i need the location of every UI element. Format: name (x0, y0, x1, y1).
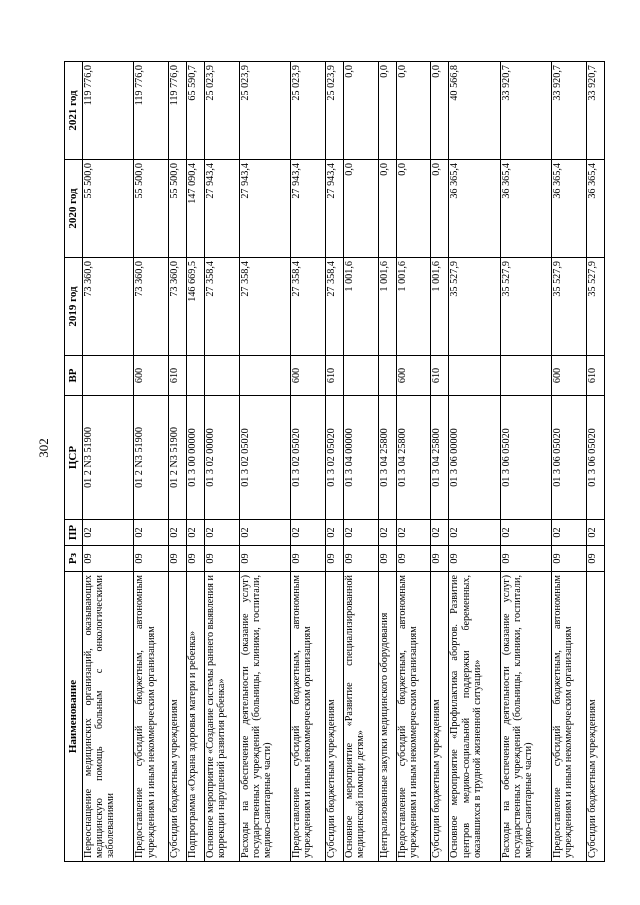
cell-rz: 09 (449, 546, 500, 572)
cell-y2019: 1 001,6 (431, 258, 449, 356)
header-rz: Рз (65, 546, 83, 572)
cell-pr: 02 (449, 520, 500, 546)
cell-pr: 02 (431, 520, 449, 546)
cell-y2020: 55 500,0 (83, 160, 134, 258)
table-row (449, 62, 500, 862)
cell-csr: 01 2 N3 51900 (168, 396, 186, 520)
cell-y2020: 0,0 (378, 160, 396, 258)
budget-table (64, 61, 605, 862)
cell-rz: 09 (239, 546, 290, 572)
cell-rz: 09 (83, 546, 134, 572)
cell-csr: 01 2 N3 51900 (134, 396, 169, 520)
cell-y2021: 0,0 (431, 62, 449, 160)
cell-y2020: 55 500,0 (134, 160, 169, 258)
cell-csr: 01 3 06 05020 (500, 396, 551, 520)
cell-y2019: 27 358,4 (205, 258, 240, 356)
cell-y2021: 0,0 (396, 62, 431, 160)
cell-y2020: 147 090,4 (187, 160, 205, 258)
cell-vr (449, 356, 500, 396)
cell-name: Основное мероприятие «Создание системы раннего выявления и коррекции нарушений развития ребенка» (205, 572, 240, 862)
cell-y2021: 40 566,8 (449, 62, 500, 160)
cell-y2021: 33 920,7 (500, 62, 551, 160)
cell-y2021: 119 776,0 (83, 62, 134, 160)
cell-y2019: 146 669,5 (187, 258, 205, 356)
header-2021: 2021 год (65, 62, 83, 160)
cell-vr (205, 356, 240, 396)
cell-y2019: 73 360,0 (83, 258, 134, 356)
header-name: Наименование (65, 572, 83, 862)
cell-rz: 09 (187, 546, 205, 572)
cell-pr: 02 (83, 520, 134, 546)
cell-name: Субсидии бюджетным учреждениям (431, 572, 449, 862)
cell-pr: 02 (239, 520, 290, 546)
cell-pr: 02 (325, 520, 343, 546)
cell-pr: 02 (552, 520, 587, 546)
table-row (239, 62, 290, 862)
cell-csr: 01 3 06 05020 (586, 396, 604, 520)
table-row (552, 62, 587, 862)
header-2019: 2019 год (65, 258, 83, 356)
table-row (83, 62, 134, 862)
header-2020: 2020 год (65, 160, 83, 258)
cell-y2021: 25 023,9 (205, 62, 240, 160)
cell-name: Расходы на обеспечение деятельности (оказание услуг) государственных учреждений (больницы, клиники, госпитали, медико-санитарные части) (500, 572, 551, 862)
cell-vr: 610 (586, 356, 604, 396)
cell-pr: 02 (168, 520, 186, 546)
cell-y2020: 27 943,4 (239, 160, 290, 258)
cell-rz: 09 (378, 546, 396, 572)
cell-csr: 01 3 04 25800 (396, 396, 431, 520)
cell-csr: 01 3 02 05020 (325, 396, 343, 520)
table-row (343, 62, 378, 862)
cell-csr: 01 3 04 25800 (378, 396, 396, 520)
cell-csr: 01 3 00 00000 (187, 396, 205, 520)
header-vr: ВР (65, 356, 83, 396)
cell-csr: 01 3 04 25800 (431, 396, 449, 520)
cell-y2021: 0,0 (378, 62, 396, 160)
cell-name: Централизованные закупки медицинского оборудования (378, 572, 396, 862)
cell-vr (239, 356, 290, 396)
cell-y2020: 0,0 (431, 160, 449, 258)
cell-name: Предоставление субсидий бюджетным, автономным учреждениям и иным некоммерческим организациям (134, 572, 169, 862)
cell-y2019: 1 001,6 (396, 258, 431, 356)
cell-y2020: 27 943,4 (205, 160, 240, 258)
cell-name: Субсидии бюджетным учреждениям (325, 572, 343, 862)
cell-vr: 600 (291, 356, 326, 396)
cell-name: Расходы на обеспечение деятельности (оказание услуг) государственных учреждений (больницы, клиники, госпитали, медико-санитарные части) (239, 572, 290, 862)
table-row (396, 62, 431, 862)
cell-y2021: 25 023,9 (291, 62, 326, 160)
cell-csr: 01 3 04 00000 (343, 396, 378, 520)
table-row (500, 62, 551, 862)
cell-csr: 01 3 02 00000 (205, 396, 240, 520)
table-row (378, 62, 396, 862)
cell-rz: 09 (552, 546, 587, 572)
cell-vr (83, 356, 134, 396)
cell-y2020: 27 943,4 (325, 160, 343, 258)
cell-pr: 02 (187, 520, 205, 546)
cell-pr: 02 (134, 520, 169, 546)
cell-name: Предоставление субсидий бюджетным, автономным учреждениям и иным некоммерческим организациям (552, 572, 587, 862)
cell-y2020: 36 365,4 (552, 160, 587, 258)
cell-y2021: 119 776,0 (134, 62, 169, 160)
cell-pr: 02 (205, 520, 240, 546)
cell-y2020: 0,0 (343, 160, 378, 258)
cell-name: Субсидии бюджетным учреждениям (168, 572, 186, 862)
cell-pr: 02 (500, 520, 551, 546)
cell-y2019: 1 001,6 (343, 258, 378, 356)
table-body (83, 62, 605, 862)
cell-vr (187, 356, 205, 396)
table-row (168, 62, 186, 862)
cell-pr: 02 (291, 520, 326, 546)
table-row (325, 62, 343, 862)
cell-y2019: 1 001,6 (378, 258, 396, 356)
cell-y2019: 35 527,9 (586, 258, 604, 356)
cell-vr: 600 (134, 356, 169, 396)
cell-vr (500, 356, 551, 396)
cell-y2019: 27 358,4 (291, 258, 326, 356)
cell-csr: 01 3 06 05020 (552, 396, 587, 520)
cell-y2019: 35 527,9 (552, 258, 587, 356)
cell-vr: 610 (168, 356, 186, 396)
table-row (187, 62, 205, 862)
cell-y2021: 25 023,9 (239, 62, 290, 160)
cell-vr (378, 356, 396, 396)
cell-rz: 09 (134, 546, 169, 572)
cell-name: Переоснащение медицинских организаций, оказывающих медицинскую помощь больным с онкологическими заболеваниями (83, 572, 134, 862)
cell-pr: 02 (586, 520, 604, 546)
cell-csr: 01 3 02 05020 (239, 396, 290, 520)
cell-rz: 09 (343, 546, 378, 572)
cell-y2019: 73 360,0 (168, 258, 186, 356)
header-pr: ПР (65, 520, 83, 546)
cell-rz: 09 (431, 546, 449, 572)
cell-csr: 01 3 02 05020 (291, 396, 326, 520)
cell-name: Субсидии бюджетным учреждениям (586, 572, 604, 862)
cell-y2020: 27 943,4 (291, 160, 326, 258)
table-row (291, 62, 326, 862)
cell-vr: 610 (431, 356, 449, 396)
cell-vr: 610 (325, 356, 343, 396)
cell-name: Подпрограмма «Охрана здоровья матери и ребенка» (187, 572, 205, 862)
page-number: 302 (36, 438, 51, 458)
cell-y2019: 27 358,4 (239, 258, 290, 356)
cell-y2020: 36 365,4 (449, 160, 500, 258)
cell-y2020: 36 365,4 (586, 160, 604, 258)
cell-y2020: 0,0 (396, 160, 431, 258)
cell-name: Основное мероприятие «Профилактика абортов. Развитие центров медико-социальной поддержки беременных, оказавшихся в трудной жизненной ситуации» (449, 572, 500, 862)
cell-rz: 09 (500, 546, 551, 572)
cell-csr: 01 2 N3 51900 (83, 396, 134, 520)
cell-y2021: 25 023,9 (325, 62, 343, 160)
cell-y2020: 36 365,4 (500, 160, 551, 258)
table-row (431, 62, 449, 862)
cell-vr (343, 356, 378, 396)
cell-pr: 02 (378, 520, 396, 546)
table-header-row (65, 62, 83, 862)
table-row (586, 62, 604, 862)
cell-y2021: 33 920,7 (586, 62, 604, 160)
cell-y2019: 35 527,9 (449, 258, 500, 356)
cell-rz: 09 (325, 546, 343, 572)
cell-y2021: 33 920,7 (552, 62, 587, 160)
cell-vr: 600 (396, 356, 431, 396)
rotated-page-content (64, 62, 605, 862)
cell-rz: 09 (396, 546, 431, 572)
cell-rz: 09 (168, 546, 186, 572)
cell-pr: 02 (343, 520, 378, 546)
cell-y2021: 119 776,0 (168, 62, 186, 160)
cell-name: Предоставление субсидий бюджетным, автономным учреждениям и иным некоммерческим организациям (396, 572, 431, 862)
cell-y2021: 0,0 (343, 62, 378, 160)
cell-name: Предоставление субсидий бюджетным, автономным учреждениям и иным некоммерческим организациям (291, 572, 326, 862)
cell-y2019: 27 358,4 (325, 258, 343, 356)
cell-pr: 02 (396, 520, 431, 546)
cell-y2021: 65 590,7 (187, 62, 205, 160)
cell-csr: 01 3 06 00000 (449, 396, 500, 520)
cell-name: Основное мероприятие «Развитие специализированной медицинской помощи детям» (343, 572, 378, 862)
cell-y2019: 35 527,9 (500, 258, 551, 356)
cell-y2019: 73 360,0 (134, 258, 169, 356)
cell-rz: 09 (291, 546, 326, 572)
cell-y2020: 55 500,0 (168, 160, 186, 258)
cell-rz: 09 (205, 546, 240, 572)
cell-vr: 600 (552, 356, 587, 396)
header-csr: ЦСР (65, 396, 83, 520)
cell-rz: 09 (586, 546, 604, 572)
table-row (134, 62, 169, 862)
table-row (205, 62, 240, 862)
